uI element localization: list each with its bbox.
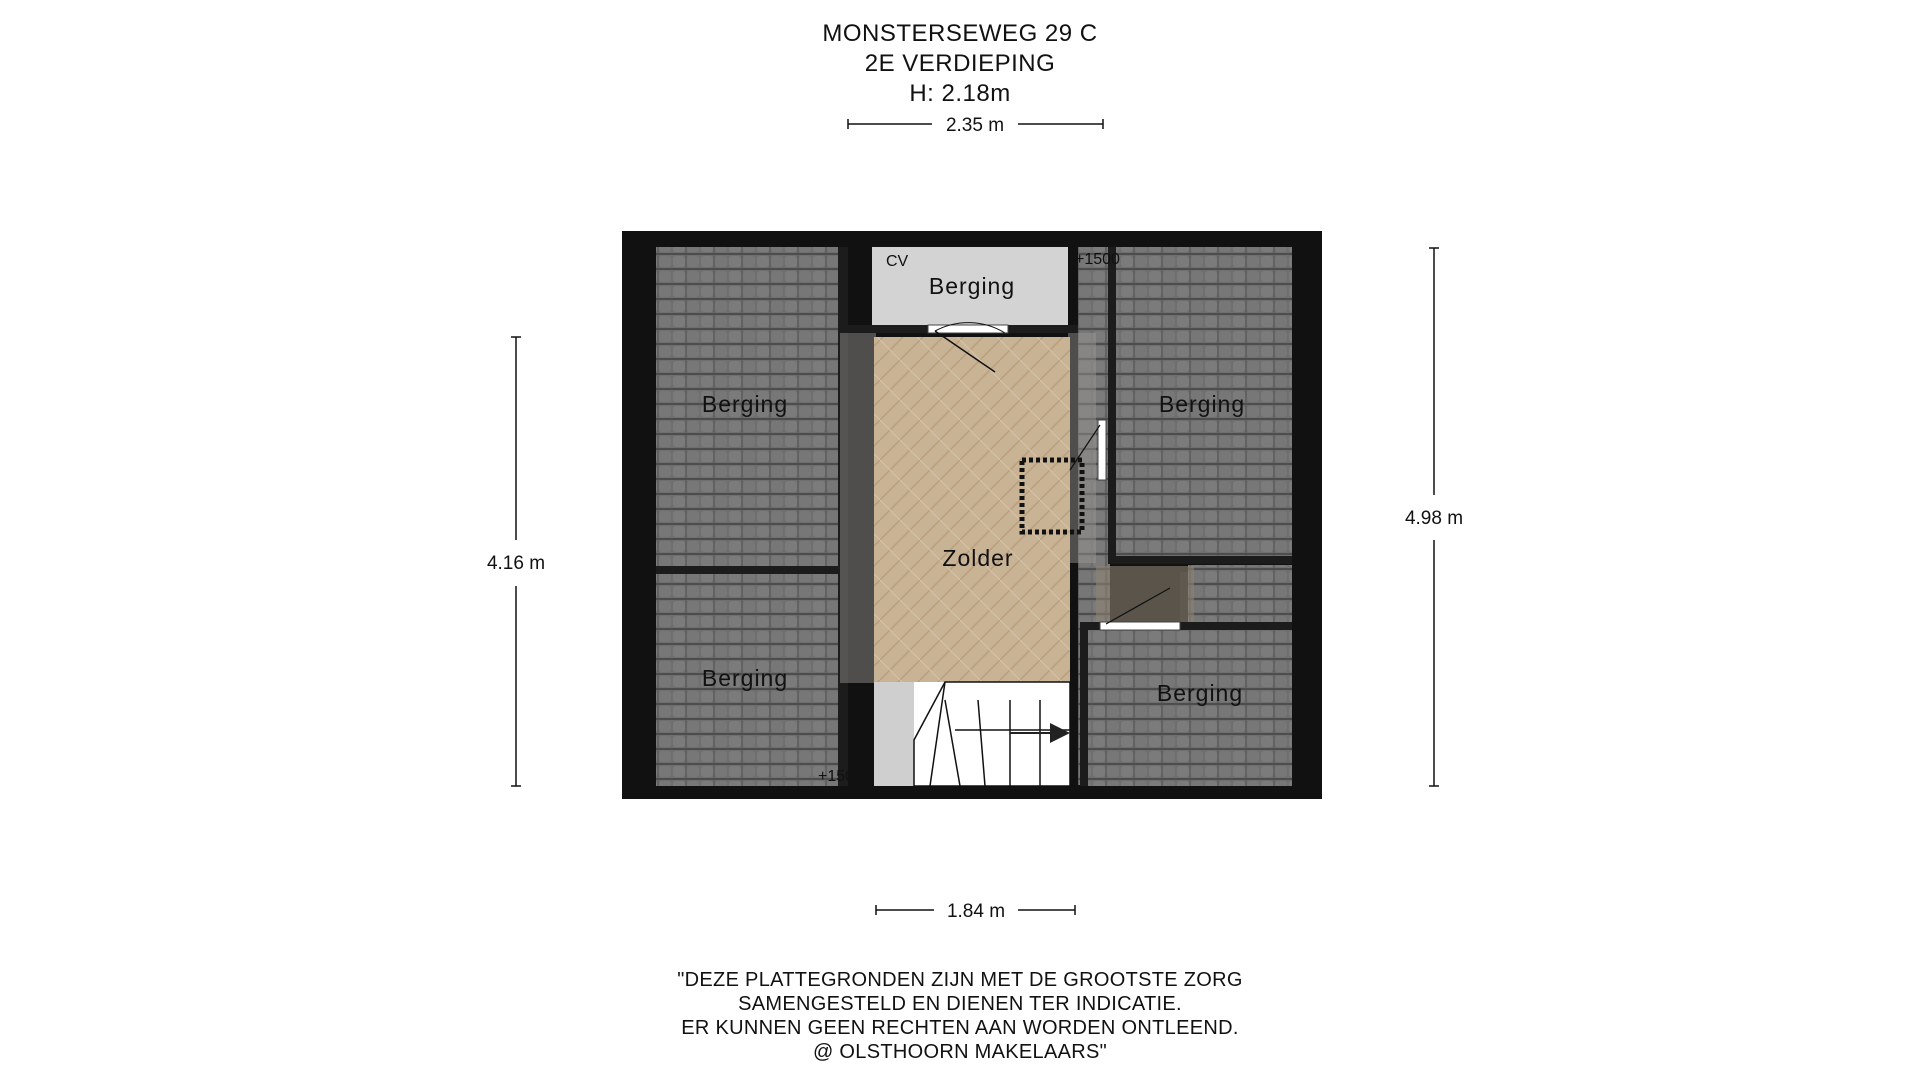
disclaimer-line-3: ER KUNNEN GEEN RECHTEN AAN WORDEN ONTLEEND.	[681, 1017, 1239, 1039]
address-title: MONSTERSEWEG 29 C	[822, 20, 1098, 47]
strip-left	[840, 333, 876, 683]
cv-label: CV	[886, 253, 909, 270]
dimension-bottom-label: 1.84 m	[946, 901, 1006, 922]
room-label-berging-left-lower: Berging	[701, 665, 789, 691]
disclaimer-line-4: @ OLSTHOORN MAKELAARS"	[812, 1041, 1108, 1063]
level-top-right: +1500	[1075, 251, 1120, 268]
wall-left-divider	[656, 566, 842, 574]
zolder-floor	[874, 337, 1070, 682]
dimension-left-label: 4.16 m	[486, 553, 546, 574]
room-label-zolder: Zolder	[942, 545, 1014, 571]
door-opening-lower	[1100, 622, 1180, 630]
room-label-berging-top: Berging	[928, 273, 1016, 299]
wall-notch-bottom	[1188, 622, 1292, 630]
dimension-top-label: 2.35 m	[945, 115, 1005, 136]
room-label-berging-right-lower: Berging	[1156, 680, 1244, 706]
roof-area-notch	[1188, 565, 1292, 625]
floor-title: 2E VERDIEPING	[864, 50, 1056, 77]
wall-right-divider	[1108, 556, 1292, 564]
height-label: H: 2.18m	[909, 80, 1011, 107]
passage-floor	[1096, 566, 1194, 622]
disclaimer	[0, 968, 1920, 1064]
disclaimer-line-2: SAMENGESTELD EN DIENEN TER INDICATIE.	[738, 993, 1182, 1015]
disclaimer-line-1: "DEZE PLATTEGRONDEN ZIJN MET DE GROOTSTE ZORG	[677, 969, 1243, 991]
dimension-right-label: 4.98 m	[1404, 508, 1464, 529]
door-opening-right	[1098, 420, 1106, 480]
room-label-berging-right-upper: Berging	[1158, 391, 1246, 417]
wall-right-lower-left	[1080, 622, 1088, 786]
room-label-berging-left-upper: Berging	[701, 391, 789, 417]
wall-right-partition	[1108, 247, 1116, 560]
roof-area-right-lower	[1088, 630, 1292, 786]
stair-landing	[874, 682, 914, 786]
level-bottom-left: +1500	[818, 768, 863, 785]
